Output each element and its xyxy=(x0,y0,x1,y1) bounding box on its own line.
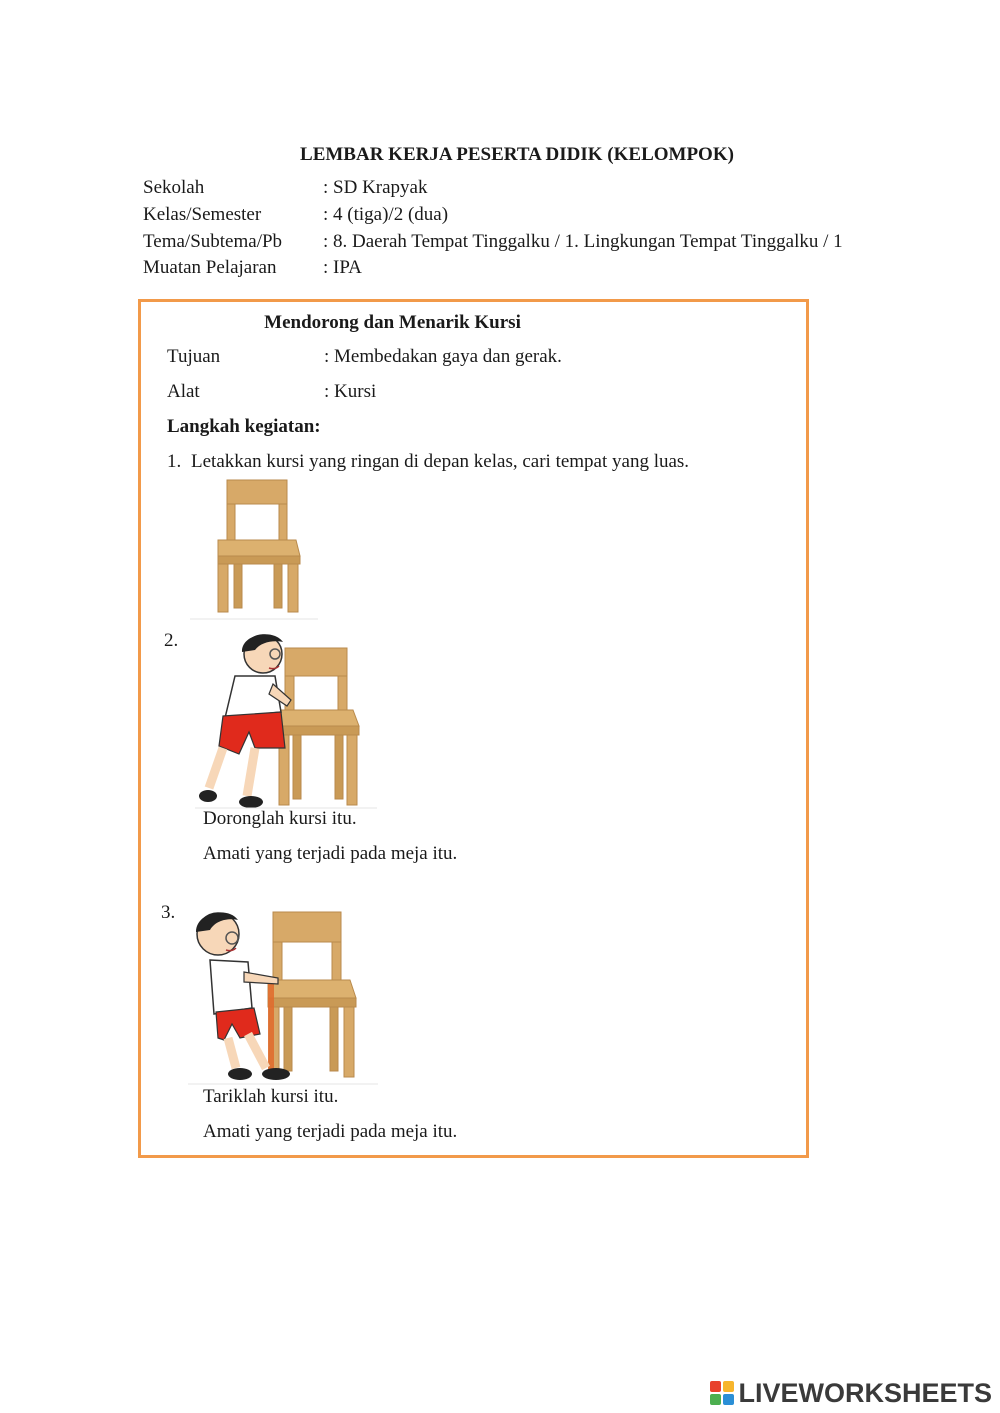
worksheet-title: LEMBAR KERJA PESERTA DIDIK (KELOMPOK) xyxy=(300,144,734,165)
tujuan-label: Tujuan xyxy=(167,346,221,367)
liveworksheets-logo-text: LIVEWORKSHEETS xyxy=(738,1377,992,1408)
activity-title: Mendorong dan Menarik Kursi xyxy=(264,312,521,333)
child-pushing-chair-illustration xyxy=(195,628,380,810)
info-value-tema: : 8. Daerah Tempat Tinggalku / 1. Lingkungan Tempat Tinggalku / 1 xyxy=(323,231,843,252)
alat-value: : Kursi xyxy=(324,381,377,402)
step2-instruction: Doronglah kursi itu. xyxy=(203,808,357,829)
info-label-muatan: Muatan Pelajaran xyxy=(143,257,277,278)
liveworksheets-logo xyxy=(710,1377,992,1409)
tujuan-value: : Membedakan gaya dan gerak. xyxy=(324,346,562,367)
step3-number: 3. xyxy=(161,902,176,923)
info-label-tema: Tema/Subtema/Pb xyxy=(143,231,283,252)
step2-observation: Amati yang terjadi pada meja itu. xyxy=(203,843,458,864)
child-pulling-chair-illustration xyxy=(188,904,383,1086)
info-value-sekolah: : SD Krapyak xyxy=(323,177,428,198)
info-label-sekolah: Sekolah xyxy=(143,177,205,198)
step3-observation: Amati yang terjadi pada meja itu. xyxy=(203,1121,458,1142)
info-value-muatan: : IPA xyxy=(323,257,362,278)
step2-number: 2. xyxy=(164,630,179,651)
liveworksheets-logo-icon xyxy=(710,1381,734,1405)
step1-text: Letakkan kursi yang ringan di depan kelas, cari tempat yang luas. xyxy=(191,451,690,472)
alat-label: Alat xyxy=(167,381,200,402)
chair-illustration xyxy=(190,476,320,622)
steps-heading: Langkah kegiatan: xyxy=(167,416,321,437)
step3-instruction: Tariklah kursi itu. xyxy=(203,1086,339,1107)
step1-number: 1. xyxy=(167,451,182,472)
info-label-kelas: Kelas/Semester xyxy=(143,204,262,225)
info-value-kelas: : 4 (tiga)/2 (dua) xyxy=(323,204,449,225)
